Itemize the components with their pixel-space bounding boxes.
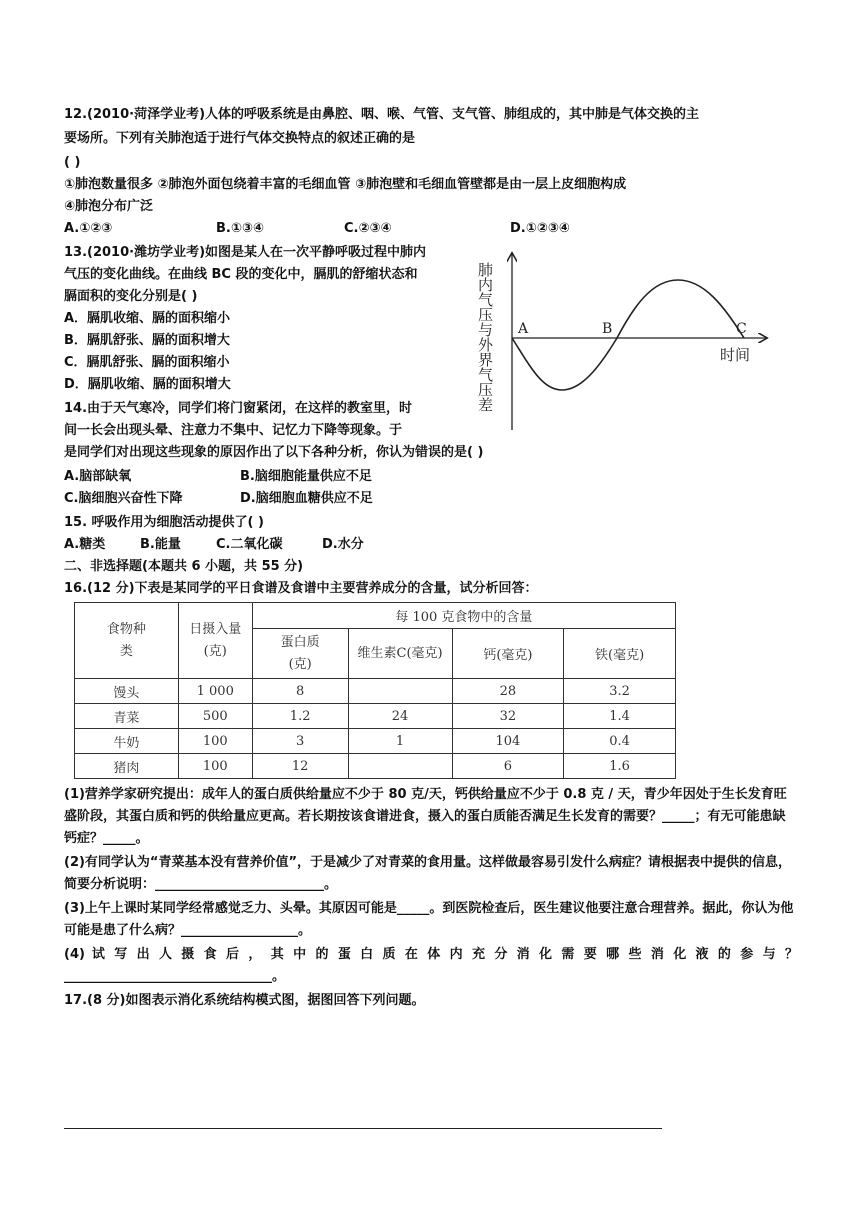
cell-vitamin-c: 1 — [348, 729, 452, 754]
cell-protein: 12 — [252, 754, 348, 779]
q16-part1: (1)营养学家研究提出：成年人的蛋白质供给量应不少于 80 克/天，钙供给量应不少于 0.8 克 / 天，青少年因处于生长发育旺盛阶段，其蛋白质和钙的供给量应更高。若长期按该食谱进食，摄入的蛋白质能否满足生长发育的需要？_____；有无可能患缺钙症？_____。 — [64, 787, 787, 846]
table-row — [75, 679, 676, 704]
cell-intake: 100 — [178, 729, 252, 754]
q15-options — [64, 534, 364, 556]
cell-calcium: 104 — [452, 729, 564, 754]
cell-calcium: 32 — [452, 704, 564, 729]
q14-options-line1 — [64, 466, 372, 488]
q16-stem: 16.(12 分)下表是某同学的平日食谱及食谱中主要营养成分的含量，试分析回答： — [64, 581, 538, 596]
q12-statements-line2: ④肺泡分布广泛 — [64, 199, 154, 214]
q13-stem-line1: 13.(2010·潍坊学业考)如图是某人在一次平静呼吸过程中肺内 — [64, 245, 427, 260]
cell-food: 牛奶 — [75, 729, 179, 754]
q12-option-d: D.①②③④ — [510, 221, 570, 236]
cell-vitamin-c — [348, 679, 452, 704]
table-row — [75, 754, 676, 779]
q12-answer-paren: ( ) — [64, 155, 81, 170]
q12-stem-line2: 要场所。下列有关肺泡适于进行气体交换特点的叙述正确的是 — [64, 131, 416, 146]
cell-food: 馒头 — [75, 679, 179, 704]
q12-statements-line1: ①肺泡数量很多 ②肺泡外面包绕着丰富的毛细血管 ③肺泡壁和毛细血管壁都是由一层上皮细胞构成 — [64, 177, 627, 192]
q12-stem-line1: 12.(2010·菏泽学业考)人体的呼吸系统是由鼻腔、咽、喉、气管、支气管、肺组成的，其中肺是气体交换的主 — [64, 107, 700, 122]
header-iron: 铁(毫克) — [564, 629, 676, 679]
cell-intake: 1 000 — [178, 679, 252, 704]
header-calcium: 钙(毫克) — [452, 629, 564, 679]
graph-xlabel: 时间 — [720, 346, 751, 364]
q13-option-d: D．膈肌收缩、膈的面积增大 — [64, 377, 231, 392]
cell-vitamin-c — [348, 754, 452, 779]
q13-stem-line2: 气压的变化曲线。在曲线 BC 段的变化中，膈肌的舒缩状态和 — [64, 267, 418, 282]
q15-option-a: A.糖类 — [64, 537, 106, 552]
cell-iron: 3.2 — [564, 679, 676, 704]
cell-calcium: 6 — [452, 754, 564, 779]
header-intake: 日摄入量(克) — [178, 603, 252, 679]
table-row — [75, 704, 676, 729]
q17-stem: 17.(8 分)如图表示消化系统结构模式图，据图回答下列问题。 — [64, 993, 425, 1008]
pressure-curve — [512, 280, 744, 390]
cell-iron: 1.6 — [564, 754, 676, 779]
q14-stem-line3: 是同学们对出现这些现象的原因作出了以下各种分析，你认为错误的是( ) — [64, 445, 484, 460]
point-label-c: C — [736, 321, 747, 337]
q13-option-a: A．膈肌收缩、膈的面积缩小 — [64, 311, 231, 326]
nutrition-table — [74, 602, 676, 779]
lung-pressure-graph — [476, 248, 772, 433]
q13-option-b: B．膈肌舒张、膈的面积增大 — [64, 333, 230, 348]
cell-food: 猪肉 — [75, 754, 179, 779]
cell-protein: 3 — [252, 729, 348, 754]
q13-option-c: C．膈肌舒张、膈的面积缩小 — [64, 355, 230, 370]
cell-vitamin-c: 24 — [348, 704, 452, 729]
q15-stem: 15. 呼吸作用为细胞活动提供了( ) — [64, 515, 264, 530]
q16-part2: (2)有同学认为“青菜基本没有营养价值”，于是减少了对青菜的食用量。这样做最容易引发什么病症？请根据表中提供的信息，简要分析说明：__________________________。 — [64, 855, 792, 892]
q16-part3: (3)上午上课时某同学经常感觉乏力、头晕。其原因可能是_____。到医院检查后，医生建议他要注意合理营养。据此，你认为他可能是患了什么病？__________________。 — [64, 901, 794, 938]
q13-stem-line3: 膈面积的变化分别是( ) — [64, 289, 198, 304]
q12-option-c: C.②③④ — [344, 221, 392, 236]
graph-ylabel: 肺内气压与外界气压差 — [476, 262, 494, 412]
cell-intake: 100 — [178, 754, 252, 779]
header-content-group: 每 100 克食物中的含量 — [252, 603, 675, 629]
q15-option-d: D.水分 — [322, 537, 364, 552]
q15-option-b: B.能量 — [140, 537, 181, 552]
cell-iron: 1.4 — [564, 704, 676, 729]
q12-options — [64, 218, 570, 240]
q14-options-line2 — [64, 488, 373, 510]
q15-option-c: C.二氧化碳 — [216, 537, 283, 552]
point-label-b: B — [602, 321, 613, 337]
q12-option-b: B.①③④ — [216, 221, 264, 236]
q14-option-d: D.脑细胞血糖供应不足 — [240, 491, 373, 506]
cell-iron: 0.4 — [564, 729, 676, 754]
q14-stem-line2: 间一长会出现头晕、注意力不集中、记忆力下降等现象。于 — [64, 423, 403, 438]
cell-intake: 500 — [178, 704, 252, 729]
cell-protein: 1.2 — [252, 704, 348, 729]
point-label-a: A — [518, 321, 529, 337]
cell-protein: 8 — [252, 679, 348, 704]
header-protein: 蛋白质(克) — [252, 629, 348, 679]
header-vitamin-c: 维生素C(毫克) — [348, 629, 452, 679]
q16-part4: (4) 试 写 出 人 摄 食 后 ， 其 中 的 蛋 白 质 在 体 内 充 分 消 化 需 要 哪 些 消 化 液 的 参 与 ？ ________________________________。 — [64, 947, 798, 984]
q12-option-a: A.①②③ — [64, 221, 113, 236]
header-food: 食物种类 — [75, 603, 179, 679]
cell-food: 青菜 — [75, 704, 179, 729]
section-heading: 二、非选择题(本题共 6 小题，共 55 分) — [64, 559, 304, 574]
q14-stem-line1: 14.由于天气寒冷，同学们将门窗紧闭，在这样的教室里，时 — [64, 401, 413, 416]
bottom-divider — [64, 1128, 662, 1129]
q14-option-a: A.脑部缺氧 — [64, 469, 132, 484]
q14-option-b: B.脑细胞能量供应不足 — [240, 469, 372, 484]
q14-option-c: C.脑细胞兴奋性下降 — [64, 491, 183, 506]
cell-calcium: 28 — [452, 679, 564, 704]
table-row — [75, 729, 676, 754]
